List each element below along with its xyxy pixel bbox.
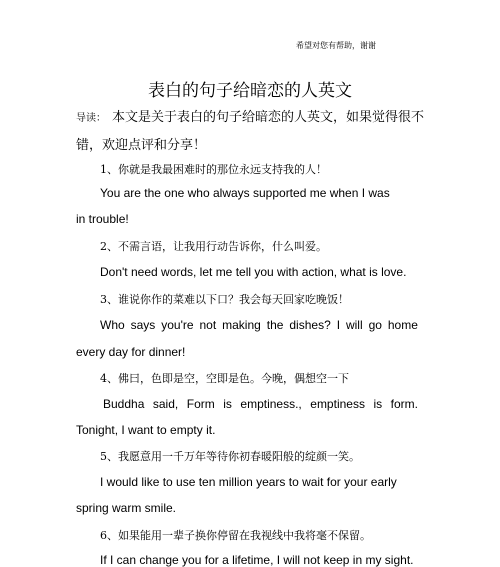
item-2-chinese: 2、不需言语，让我用行动告诉你，什么叫爱。 [100,240,327,253]
document-title: 表白的句子给暗恋的人英文 [148,81,352,101]
item-4-english-line-1 [103,397,418,411]
item-3-english-line-1 [100,318,418,332]
word: I [336,318,341,332]
intro-text-1: 本文是关于表白的句子给暗恋的人英文，如果觉得很不 [112,110,425,125]
word: will [345,318,363,332]
word: Form [186,397,215,411]
word: go [368,318,382,332]
word: Buddha [103,397,145,411]
intro-label: 导读： [76,113,106,124]
word: form. [390,397,418,411]
item-4-chinese: 4、佛曰，色即是空，空即是色。今晚，偶想空一下 [100,372,349,385]
item-3-chinese: 3、谁说你作的菜难以下口？我会每天回家吃晚饭！ [100,293,349,306]
word: says [130,318,156,332]
word: is [223,397,232,411]
word: said, [152,397,179,411]
header-note: 希望对您有帮助，谢谢 [296,41,376,50]
word: the [266,318,284,332]
word: home [387,318,418,332]
item-6-chinese: 6、如果能用一辈子换你停留在我视线中我将毫不保留。 [100,529,371,542]
item-1-english-line-2: in trouble! [76,212,129,226]
item-3-english-line-2: every day for dinner! [76,345,186,359]
word: you're [161,318,194,332]
word: not [199,318,217,332]
item-1-english-line-1: You are the one who always supported me when I was [100,186,390,200]
item-5-english-line-2: spring warm smile. [76,501,177,515]
item-5-english-line-1: I would like to use ten million years to wait for your early [100,475,397,489]
intro-line-1 [76,106,424,126]
intro-line-2: 错，欢迎点评和分享！ [76,138,207,153]
item-5-chinese: 5、我愿意用一千万年等待你初春暖阳般的绽颜一笑。 [100,450,360,463]
item-2-english-line-1: Don't need words, let me tell you with action, what is love. [100,265,407,279]
item-4-english-line-2: Tonight, I want to empty it. [76,423,216,437]
word: emptiness., [240,397,302,411]
word: is [373,397,383,411]
item-1-chinese: 1、你就是我最困难时的那位永远支持我的人！ [100,163,327,176]
word: emptiness [310,397,365,411]
word: Who [100,318,125,332]
word: dishes? [289,318,331,332]
item-6-english-line-1: If I can change you for a lifetime, I will not keep in my sight. [100,553,414,567]
word: making [222,318,261,332]
